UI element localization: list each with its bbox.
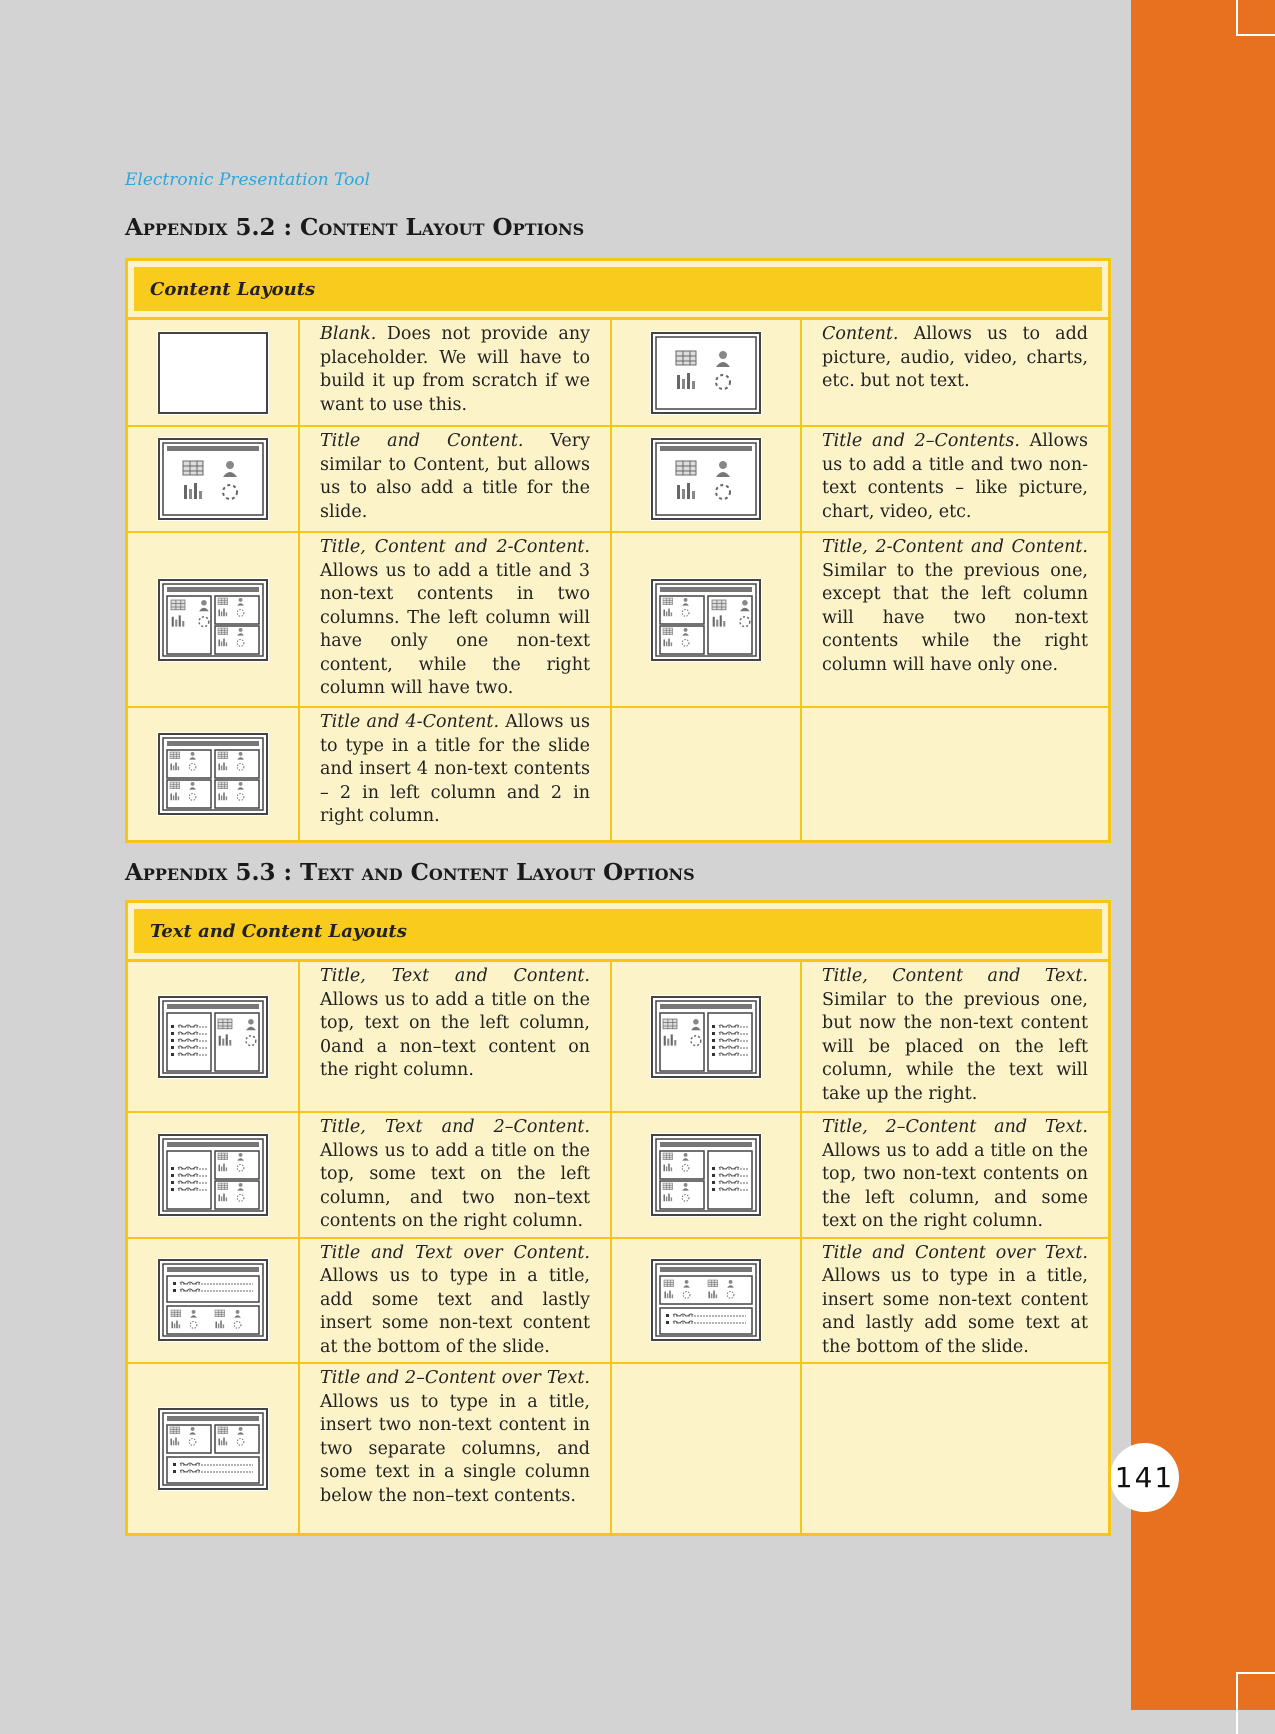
layout-description-text: Allows us to add a title on the top, two non-text contents on the left column, and some text on the right column. [822,1140,1088,1231]
content-layouts-table [125,258,1111,843]
layout-name: Title and Content. [320,431,524,451]
layout-icon-cell [611,962,801,1112]
layout-description [801,320,1108,426]
crop-mark-top [1236,0,1275,36]
layout-name: Content. [822,324,899,344]
layout-icon-cell [128,707,299,840]
layout-name: Title and 2–Contents. [822,431,1020,451]
title-and-text-over-content-layout-icon [157,1258,269,1342]
layout-description-text: Allows us to type in a title, add some text and lastly insert some non-text content at the bottom of the slide. [320,1266,590,1357]
title-and-content-over-text-layout-icon [650,1258,762,1342]
layout-description [299,426,611,532]
layout-description-text: Does not provide any placeholder. We will have to build it up from scratch if we want to use this. [320,324,590,415]
title-and-2-content-over-text-layout-icon [157,1407,269,1491]
layout-description-text: Similar to the previous one, but now the non-text content will be placed on the left column, while the text will take up the right. [822,989,1088,1104]
layout-description [801,962,1108,1112]
layout-description [801,1363,1108,1533]
layout-icon-cell [128,1238,299,1364]
title-content-and-text-layout-icon [650,995,762,1079]
layout-description [299,962,611,1112]
table-row [128,962,1108,1112]
layout-icon-cell [128,426,299,532]
table-row [128,426,1108,532]
layout-icon-cell [128,1363,299,1533]
table-row [128,532,1108,707]
title-2-content-and-content-layout-icon [650,578,762,662]
layout-description-text: Allows us to type in a title, insert some non-text content and lastly add some text at the bottom of the slide. [822,1266,1088,1357]
layout-icon-cell [611,1238,801,1364]
layout-name: Title, Content and Text. [822,966,1088,986]
layout-description-text: Allows us to add a title on the top, text on the left column, 0and a non–text content on the right column. [320,989,590,1080]
layout-description [801,532,1108,707]
layout-description-text: Allows us to type in a title, insert two non-text content in two separate columns, and some text in a single column below the non–text contents. [320,1391,590,1506]
layout-description [801,1112,1108,1238]
table-row [128,1112,1108,1238]
running-head: Electronic Presentation Tool [125,170,371,190]
table-row [128,707,1108,840]
layout-name: Title, 2–Content and Text. [822,1117,1088,1137]
layout-description [299,1363,611,1533]
title-content-and-2-content-layout-icon [157,578,269,662]
layout-name: Title, Content and 2-Content. [320,537,590,557]
title-and-4-content-layout-icon [157,732,269,816]
layout-description-text: Allows us to add a title and two non-text contents – like picture, chart, video, etc. [822,431,1088,522]
page-number: 141 [1110,1443,1179,1512]
layout-description-text: Allows us to add a title on the top, some text on the left column, and two non–text contents on the right column. [320,1140,590,1231]
layout-description-text: Allows us to add picture, audio, video, charts, etc. but not text. [822,324,1088,391]
layout-icon-cell [611,707,801,840]
layout-name: Title, Text and Content. [320,966,590,986]
layout-name: Title and 4-Content. [320,712,500,732]
layout-name: Title and 2–Content over Text. [320,1368,590,1388]
layout-description [299,532,611,707]
content-layout-icon [650,331,762,415]
table-title: Text and Content Layouts [134,909,1102,953]
title-text-and-content-layout-icon [157,995,269,1079]
layout-description [801,707,1108,840]
title-and-2-contents-layout-icon [650,437,762,521]
layout-description-text: Very similar to Content, but allows us to also add a title for the slide. [320,431,590,522]
layout-name: Title and Text over Content. [320,1242,590,1263]
layout-description-text: Allows us to type in a title for the slide and insert 4 non-text contents – 2 in left column and 2 in right column. [320,712,590,826]
appendix-5-3-heading: Appendix 5.3 : Text and Content Layout Options [125,859,695,886]
table-row [128,1363,1108,1533]
title-2-content-and-text-layout-icon [650,1133,762,1217]
layout-description [299,1238,611,1364]
layout-description-text: Similar to the previous one, except that the left column will have two non-text contents while the right column will have only one. [822,560,1088,675]
table-header [128,261,1108,320]
layout-description [299,707,611,840]
layout-icon-cell [611,320,801,426]
title-and-content-layout-icon [157,437,269,521]
layout-description [801,426,1108,532]
layout-name: Title, Text and 2–Content. [320,1117,590,1137]
layout-icon-cell [128,962,299,1112]
layout-icon-cell [611,532,801,707]
layout-name: Title and Content over Text. [822,1242,1088,1263]
layout-icon-cell [128,320,299,426]
layout-icon-cell [128,532,299,707]
layout-description [299,320,611,426]
text-and-content-layouts-table [125,900,1111,1536]
layout-description-text: Allows us to add a title and 3 non-text contents in two columns. The left column will have only one non-text content, while the right column will have two. [320,560,590,698]
layout-description [299,1112,611,1238]
layout-name: Title, 2-Content and Content. [822,537,1088,557]
appendix-5-2-heading: Appendix 5.2 : Content Layout Options [125,214,585,241]
layout-name: Blank. [320,324,377,344]
table-header [128,903,1108,962]
table-row [128,1238,1108,1364]
layout-icon-cell [611,1112,801,1238]
crop-mark-bottom [1236,1672,1275,1734]
title-text-and-2-content-layout-icon [157,1133,269,1217]
layout-icon-cell [128,1112,299,1238]
layout-grid [128,320,1108,840]
layout-icon-cell [611,1363,801,1533]
blank-layout-icon [157,331,269,415]
layout-icon-cell [611,426,801,532]
layout-description [801,1238,1108,1364]
table-title: Content Layouts [134,267,1102,311]
table-row [128,320,1108,426]
layout-grid [128,962,1108,1533]
